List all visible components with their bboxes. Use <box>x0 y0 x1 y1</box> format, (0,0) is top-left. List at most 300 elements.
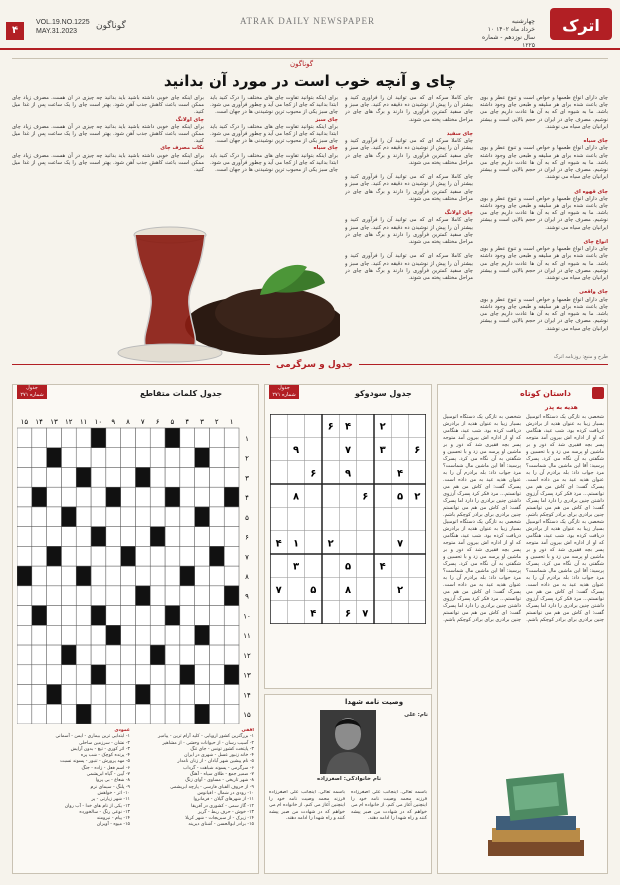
down-clue: ۴- پرنده کوچک - شب پره <box>80 753 130 759</box>
crossword-cell[interactable] <box>76 487 91 507</box>
crossword-cell[interactable] <box>121 448 136 468</box>
story-text-c: شخصی به تازگی یک دستگاه اتومبیل بسیار زیبا به عنوان هدیه از برادرش دریافت کرده بود. شب عید، هنگامی که او از اداره اش بیرون آمد متوجه پسر بچه فقیری شد که دور و بر ماشین او پرسه می زد و با تحسین و شگفتی به آن نگاه می کرد. پسرک پرسید: آقا این ماشین مال شماست؟ مرد جواب داد: بله برادرم آن را به عنوان هدیه عید به من داده است. پسرک گفت: ای کاش من هم می توانستم... مرد فکر کرد پسرک آرزوی داشتن چنین برادری را دارد اما پسرک گفت: ای کاش من هم می توانستم چنین برادری برای برادر کوچکم باشم. <box>526 414 604 518</box>
crossword-cell[interactable] <box>106 448 121 468</box>
crossword-cell[interactable] <box>165 645 180 665</box>
crossword-cell[interactable] <box>209 527 224 547</box>
sudoku-cell[interactable] <box>322 507 339 530</box>
crossword-cell[interactable] <box>61 527 76 547</box>
crossword-cell[interactable] <box>121 625 136 645</box>
crossword-cell[interactable] <box>165 665 180 685</box>
crossword-cell[interactable] <box>32 665 47 685</box>
crossword-cell[interactable] <box>91 704 106 724</box>
sudoku-cell[interactable] <box>357 554 374 577</box>
crossword-cell[interactable] <box>17 527 32 547</box>
across-clue: ۸- شهر تاریخی - مساوی - آوای زنگ <box>185 778 254 784</box>
crossword-cell[interactable] <box>135 566 150 586</box>
crossword-cell[interactable] <box>61 704 76 724</box>
sudoku-cell[interactable] <box>287 461 304 484</box>
sudoku-given-digit: ۲ <box>379 421 386 433</box>
crossword-cell[interactable] <box>32 586 47 606</box>
crossword-cell[interactable] <box>91 546 106 566</box>
crossword-cell[interactable] <box>61 566 76 586</box>
crossword-cell[interactable] <box>17 487 32 507</box>
crossword-cell[interactable] <box>209 428 224 448</box>
crossword-cell[interactable] <box>106 665 121 685</box>
crossword-black-cell <box>180 665 195 685</box>
crossword-col-number: ۲ <box>214 418 219 426</box>
sudoku-cell[interactable] <box>409 577 426 600</box>
across-clue: ۷- ضمیر جمع - طلای سیاه - آهنگ <box>189 772 254 778</box>
crossword-cell[interactable] <box>165 566 180 586</box>
newspaper-logo[interactable] <box>548 4 614 44</box>
sudoku-given-digit: ۷ <box>344 445 352 456</box>
crossword-cell[interactable] <box>209 606 224 626</box>
crossword-cell[interactable] <box>32 546 47 566</box>
crossword-cell[interactable] <box>121 685 136 705</box>
crossword-cell[interactable] <box>91 487 106 507</box>
crossword-cell[interactable] <box>121 487 136 507</box>
crossword-cell[interactable] <box>180 586 195 606</box>
sudoku-cell[interactable] <box>270 554 287 577</box>
crossword-cell[interactable] <box>106 546 121 566</box>
across-clue: ۹- از حروف الفبای فارسی - پارچه ابریشمی <box>170 784 254 790</box>
crossword-cell[interactable] <box>106 645 121 665</box>
crossword-cell[interactable] <box>47 665 62 685</box>
crossword-cell[interactable] <box>150 448 165 468</box>
sudoku-cell[interactable] <box>270 601 287 624</box>
sudoku-cell[interactable] <box>305 484 322 507</box>
crossword-cell[interactable] <box>91 467 106 487</box>
crossword-col-number: ۶ <box>155 418 160 426</box>
crossword-cell[interactable] <box>224 527 239 547</box>
crossword-cell[interactable] <box>106 428 121 448</box>
crossword-cell[interactable] <box>17 645 32 665</box>
crossword-cell[interactable] <box>47 428 62 448</box>
sudoku-cell[interactable] <box>270 507 287 530</box>
sudoku-cell[interactable] <box>287 577 304 600</box>
crossword-cell[interactable] <box>76 625 91 645</box>
crossword-cell[interactable] <box>135 625 150 645</box>
sudoku-cell[interactable] <box>391 437 408 460</box>
crossword-cell[interactable] <box>195 487 210 507</box>
crossword-cell[interactable] <box>47 625 62 645</box>
crossword-cell[interactable] <box>150 487 165 507</box>
crossword-cell[interactable] <box>224 625 239 645</box>
crossword-cell[interactable] <box>17 428 32 448</box>
down-clue: ۶- اسم فعل - زاده - جنگ <box>81 765 130 771</box>
crossword-cell[interactable] <box>150 586 165 606</box>
crossword-cell[interactable] <box>91 507 106 527</box>
article-headline[interactable]: چای و آنچه خوب است در مورد آن بدانید <box>163 72 457 90</box>
crossword-cell[interactable] <box>180 704 195 724</box>
crossword-cell[interactable] <box>91 566 106 586</box>
crossword-cell[interactable] <box>180 428 195 448</box>
crossword-cell[interactable] <box>121 586 136 606</box>
crossword-cell[interactable] <box>195 665 210 685</box>
crossword-cell[interactable] <box>47 606 62 626</box>
crossword-cell[interactable] <box>150 665 165 685</box>
sudoku-given-digit: ۶ <box>414 445 421 456</box>
crossword-cell[interactable] <box>121 704 136 724</box>
sudoku-given-digit: ۴ <box>379 561 386 573</box>
sudoku-cell[interactable] <box>305 414 322 437</box>
article-col2-subhead-1: چای سفید <box>446 131 473 138</box>
crossword-cell[interactable] <box>209 586 224 606</box>
crossword-cell[interactable] <box>106 566 121 586</box>
across-clue: ۶- سرگرمی - پسوند شباهت - گرداب <box>183 765 254 771</box>
crossword-cell[interactable] <box>165 448 180 468</box>
date-fa-day: چهارشنبه <box>511 18 535 25</box>
crossword-cell[interactable] <box>150 507 165 527</box>
sudoku-cell[interactable] <box>322 437 339 460</box>
crossword-cell[interactable] <box>121 507 136 527</box>
sudoku-cell[interactable] <box>374 601 391 624</box>
crossword-cell[interactable] <box>150 625 165 645</box>
crossword-cell[interactable] <box>91 586 106 606</box>
sudoku-cell[interactable] <box>357 507 374 530</box>
sudoku-cell[interactable] <box>339 484 356 507</box>
crossword-cell[interactable] <box>17 507 32 527</box>
crossword-cell[interactable] <box>17 625 32 645</box>
crossword-black-cell <box>61 645 76 665</box>
crossword-cell[interactable] <box>165 685 180 705</box>
crossword-cell[interactable] <box>17 606 32 626</box>
sudoku-cell[interactable] <box>409 601 426 624</box>
crossword-black-cell <box>224 586 239 606</box>
crossword-black-cell <box>150 527 165 547</box>
crossword-cell[interactable] <box>91 645 106 665</box>
crossword-cell[interactable] <box>195 645 210 665</box>
crossword-cell[interactable] <box>135 645 150 665</box>
crossword-black-cell <box>61 507 76 527</box>
crossword-cell[interactable] <box>195 586 210 606</box>
article-col4-text-repeat: برای اینکه چای خوبی داشته باشید باید بدانید چه چیزی در آن هست. مصرف زیاد چای ممکن است باعث کاهش جذب آهن شود. بهتر است چای را یک ساعت پس از غذا میل کنید. <box>12 123 204 145</box>
crossword-cell[interactable] <box>195 685 210 705</box>
sudoku-cell[interactable] <box>409 507 426 530</box>
crossword-cell[interactable] <box>150 546 165 566</box>
crossword-row-number: ۱۰ <box>243 612 251 621</box>
crossword-cell[interactable] <box>121 566 136 586</box>
sudoku-cell[interactable] <box>287 507 304 530</box>
sudoku-cell[interactable] <box>374 461 391 484</box>
crossword-cell[interactable] <box>61 467 76 487</box>
crossword-grid[interactable] <box>17 414 253 724</box>
crossword-cell[interactable] <box>209 487 224 507</box>
crossword-cell[interactable] <box>76 685 91 705</box>
sudoku-cell[interactable] <box>409 554 426 577</box>
crossword-cell[interactable] <box>106 685 121 705</box>
crossword-cell[interactable] <box>135 606 150 626</box>
crossword-cell[interactable] <box>165 527 180 547</box>
crossword-cell[interactable] <box>121 645 136 665</box>
crossword-cell[interactable] <box>91 448 106 468</box>
crossword-cell[interactable] <box>224 645 239 665</box>
crossword-cell[interactable] <box>76 665 91 685</box>
crossword-cell[interactable] <box>165 586 180 606</box>
crossword-cell[interactable] <box>47 467 62 487</box>
crossword-cell[interactable] <box>180 645 195 665</box>
crossword-cell[interactable] <box>61 685 76 705</box>
crossword-col-number: ۱۱ <box>79 418 88 426</box>
sudoku-cell[interactable] <box>357 531 374 554</box>
crossword-cell[interactable] <box>135 507 150 527</box>
sudoku-cell[interactable] <box>409 461 426 484</box>
crossword-cell[interactable] <box>195 546 210 566</box>
crossword-cell[interactable] <box>150 566 165 586</box>
crossword-cell[interactable] <box>17 586 32 606</box>
sudoku-cell[interactable] <box>391 414 408 437</box>
crossword-black-cell <box>91 665 106 685</box>
sudoku-given-digit: ۴ <box>275 538 282 550</box>
crossword-cell[interactable] <box>106 527 121 547</box>
crossword-cell[interactable] <box>76 448 91 468</box>
crossword-cell[interactable] <box>135 665 150 685</box>
short-story-title: داستان کوتاه <box>520 389 571 398</box>
across-clue: ۱۴- زیرک - از سبزیجات - شهر کربلا <box>185 816 254 822</box>
crossword-cell[interactable] <box>47 566 62 586</box>
crossword-cell[interactable] <box>32 685 47 705</box>
crossword-row-number: ۷ <box>245 553 249 562</box>
crossword-cell[interactable] <box>76 546 91 566</box>
crossword-cell[interactable] <box>195 606 210 626</box>
crossword-cell[interactable] <box>195 428 210 448</box>
crossword-cell[interactable] <box>135 428 150 448</box>
crossword-cell[interactable] <box>32 428 47 448</box>
crossword-cell[interactable] <box>150 428 165 448</box>
down-clue: ۱۲- یکی از نام های خدا - آب روان <box>64 803 130 809</box>
crossword-cell[interactable] <box>91 685 106 705</box>
crossword-cell[interactable] <box>106 606 121 626</box>
crossword-cell[interactable] <box>224 428 239 448</box>
crossword-cell[interactable] <box>209 467 224 487</box>
crossword-cell[interactable] <box>165 704 180 724</box>
sudoku-cell[interactable] <box>409 531 426 554</box>
sudoku-cell[interactable] <box>357 414 374 437</box>
sudoku-cell[interactable] <box>305 554 322 577</box>
crossword-cell[interactable] <box>180 606 195 626</box>
crossword-cell[interactable] <box>195 467 210 487</box>
sudoku-cell[interactable] <box>322 601 339 624</box>
crossword-cell[interactable] <box>61 665 76 685</box>
crossword-cell[interactable] <box>76 586 91 606</box>
crossword-cell[interactable] <box>17 448 32 468</box>
article-col3-text-repeat2: برای اینکه بتوانید تفاوت چای های مختلف را درک کنید باید ابتدا بدانید که چای از کجا می آید و چطور فرآوری می شود. چای سبز یکی از محبوب ترین نوشیدنی ها در جهان است. <box>210 152 338 174</box>
crossword-cell[interactable] <box>135 546 150 566</box>
article-col3-subhead-1: چای سبز <box>315 116 338 123</box>
crossword-cell[interactable] <box>180 685 195 705</box>
down-clues-list <box>17 734 130 828</box>
crossword-cell[interactable] <box>47 704 62 724</box>
martyr-photo <box>320 710 376 774</box>
crossword-cell[interactable] <box>224 448 239 468</box>
sudoku-cell[interactable] <box>357 437 374 460</box>
crossword-cell[interactable] <box>32 467 47 487</box>
crossword-cell[interactable] <box>209 665 224 685</box>
sudoku-cell[interactable] <box>322 577 339 600</box>
crossword-cell[interactable] <box>32 527 47 547</box>
crossword-cell[interactable] <box>209 448 224 468</box>
crossword-cell[interactable] <box>47 487 62 507</box>
crossword-cell[interactable] <box>76 428 91 448</box>
crossword-cell[interactable] <box>47 507 62 527</box>
crossword-cell[interactable] <box>224 546 239 566</box>
crossword-cell[interactable] <box>47 645 62 665</box>
short-story-subtitle: هدیه به پدر <box>545 404 578 411</box>
sudoku-cell[interactable] <box>374 531 391 554</box>
sudoku-cell[interactable] <box>270 414 287 437</box>
crossword-cell[interactable] <box>150 606 165 626</box>
crossword-cell[interactable] <box>32 625 47 645</box>
crossword-cell[interactable] <box>195 527 210 547</box>
crossword-cell[interactable] <box>209 507 224 527</box>
crossword-cell[interactable] <box>61 586 76 606</box>
sudoku-cell[interactable] <box>409 414 426 437</box>
sudoku-cell[interactable] <box>322 461 339 484</box>
sudoku-cell[interactable] <box>339 531 356 554</box>
crossword-cell[interactable] <box>47 527 62 547</box>
crossword-row-number: ۱۳ <box>243 671 251 680</box>
sudoku-cell[interactable] <box>391 601 408 624</box>
crossword-cell[interactable] <box>180 487 195 507</box>
crossword-cell[interactable] <box>106 467 121 487</box>
sudoku-cell[interactable] <box>339 507 356 530</box>
crossword-cell[interactable] <box>91 625 106 645</box>
article-col1-text-repeat2: چای دارای انواع طعمها و خواص است و تنوع عطر و بوی چای باعث شده برای هر سلیقه و طبعی چای وجود داشته باشد. ما به شیوه ای که به آن ها عادت داریم چای می نوشیم. مصرف چای در ایران در حجم بالایی است و بیشتر ایرانیان چای سیاه می نوشند. <box>480 195 608 231</box>
crossword-cell[interactable] <box>209 625 224 645</box>
across-clues-heading: افقی <box>241 728 254 733</box>
crossword-cell[interactable] <box>61 487 76 507</box>
crossword-cell[interactable] <box>17 704 32 724</box>
sudoku-cell[interactable] <box>305 437 322 460</box>
crossword-cell[interactable] <box>61 546 76 566</box>
crossword-cell[interactable] <box>121 606 136 626</box>
crossword-cell[interactable] <box>135 704 150 724</box>
sudoku-cell[interactable] <box>287 414 304 437</box>
article-col1-subhead-1: چای سیاه <box>583 138 608 145</box>
crossword-cell[interactable] <box>121 665 136 685</box>
crossword-cell[interactable] <box>224 467 239 487</box>
crossword-cell[interactable] <box>180 625 195 645</box>
crossword-cell[interactable] <box>180 527 195 547</box>
sudoku-given-digit: ۲ <box>327 538 334 550</box>
crossword-cell[interactable] <box>150 704 165 724</box>
sudoku-given-digit: ۶ <box>327 421 334 433</box>
crossword-cell[interactable] <box>17 546 32 566</box>
sudoku-cell[interactable] <box>374 577 391 600</box>
crossword-cell[interactable] <box>209 645 224 665</box>
crossword-cell[interactable] <box>106 507 121 527</box>
crossword-cell[interactable] <box>150 685 165 705</box>
crossword-black-cell <box>91 527 106 547</box>
crossword-cell[interactable] <box>135 448 150 468</box>
crossword-cell[interactable] <box>32 566 47 586</box>
sudoku-grid[interactable] <box>270 414 426 624</box>
crossword-cell[interactable] <box>209 704 224 724</box>
crossword-cell[interactable] <box>165 507 180 527</box>
will-text-right: باسمه تعالی. اینجانب علی اصغرزاده فرزند محمد وصیت نامه خود را اینچنین آغاز می کنم. از خانواده ام می خواهم که در شهادت من صبر پیشه کنند و راه شهدا را ادامه دهند. <box>351 790 427 822</box>
crossword-cell[interactable] <box>61 625 76 645</box>
sudoku-cell[interactable] <box>391 507 408 530</box>
sudoku-cell[interactable] <box>374 507 391 530</box>
martyr-first-name: نام: علی <box>404 712 428 718</box>
crossword-cell[interactable] <box>195 566 210 586</box>
crossword-cell[interactable] <box>135 527 150 547</box>
crossword-cell[interactable] <box>17 665 32 685</box>
sudoku-cell[interactable] <box>287 601 304 624</box>
down-clue: ۱۵- میوه - آویزان <box>96 822 130 828</box>
crossword-cell[interactable] <box>32 507 47 527</box>
crossword-cell[interactable] <box>180 546 195 566</box>
crossword-cell[interactable] <box>224 606 239 626</box>
crossword-cell[interactable] <box>76 606 91 626</box>
crossword-cell[interactable] <box>224 566 239 586</box>
crossword-cell[interactable] <box>209 566 224 586</box>
crossword-cell[interactable] <box>76 527 91 547</box>
crossword-cell[interactable] <box>61 448 76 468</box>
crossword-cell[interactable] <box>150 467 165 487</box>
crossword-cell[interactable] <box>165 467 180 487</box>
sudoku-given-digit: ۴ <box>344 421 352 433</box>
crossword-cell[interactable] <box>180 448 195 468</box>
sudoku-cell[interactable] <box>270 437 287 460</box>
crossword-cell[interactable] <box>32 448 47 468</box>
crossword-cell[interactable] <box>106 586 121 606</box>
story-text-col-right <box>526 414 604 764</box>
crossword-cell[interactable] <box>165 625 180 645</box>
story-text-a: شخصی به تازگی یک دستگاه اتومبیل بسیار زیبا به عنوان هدیه از برادرش دریافت کرده بود. شب عید، هنگامی که او از اداره اش بیرون آمد متوجه پسر بچه فقیری شد که دور و بر ماشین او پرسه می زد و با تحسین و شگفتی به آن نگاه می کرد. پسرک پرسید: آقا این ماشین مال شماست؟ مرد جواب داد: بله برادرم آن را به عنوان هدیه عید به من داده است. پسرک گفت: ای کاش من هم می توانستم... مرد فکر کرد پسرک آرزوی داشتن چنین برادری را دارد اما پسرک گفت: ای کاش من هم می توانستم چنین برادری برای برادر کوچکم باشم. <box>443 414 521 518</box>
crossword-cell[interactable] <box>121 467 136 487</box>
crossword-cell[interactable] <box>76 645 91 665</box>
crossword-cell[interactable] <box>224 507 239 527</box>
crossword-row-number: ۱۵ <box>243 711 251 720</box>
crossword-cell[interactable] <box>209 685 224 705</box>
sudoku-cell[interactable] <box>305 531 322 554</box>
article-col3-subhead-2: چای سیاه <box>313 145 338 152</box>
crossword-cell[interactable] <box>121 428 136 448</box>
crossword-cell[interactable] <box>224 685 239 705</box>
down-clues-heading: عمودی <box>114 728 130 733</box>
crossword-cell[interactable] <box>47 586 62 606</box>
crossword-cell[interactable] <box>17 685 32 705</box>
crossword-cell[interactable] <box>76 507 91 527</box>
crossword-col-number: ۷ <box>140 418 145 426</box>
sudoku-cell[interactable] <box>322 484 339 507</box>
sudoku-cell[interactable] <box>322 554 339 577</box>
crossword-cell[interactable] <box>32 704 47 724</box>
crossword-cell[interactable] <box>121 527 136 547</box>
sudoku-given-digit: ۸ <box>292 491 300 503</box>
crossword-cell[interactable] <box>180 507 195 527</box>
sudoku-cell[interactable] <box>391 554 408 577</box>
crossword-cell[interactable] <box>106 704 121 724</box>
crossword-cell[interactable] <box>17 467 32 487</box>
crossword-cell[interactable] <box>224 704 239 724</box>
sudoku-cell[interactable] <box>374 484 391 507</box>
crossword-cell[interactable] <box>135 487 150 507</box>
crossword-cell[interactable] <box>61 606 76 626</box>
sudoku-cell[interactable] <box>357 461 374 484</box>
crossword-cell[interactable] <box>32 645 47 665</box>
crossword-col-number: ۵ <box>170 418 175 426</box>
crossword-cell[interactable] <box>61 428 76 448</box>
sudoku-cell[interactable] <box>305 507 322 530</box>
sudoku-cell[interactable] <box>357 577 374 600</box>
sudoku-cell[interactable] <box>270 461 287 484</box>
crossword-black-cell <box>135 685 150 705</box>
sudoku-cell[interactable] <box>270 484 287 507</box>
crossword-cell[interactable] <box>165 546 180 566</box>
crossword-cell[interactable] <box>180 467 195 487</box>
